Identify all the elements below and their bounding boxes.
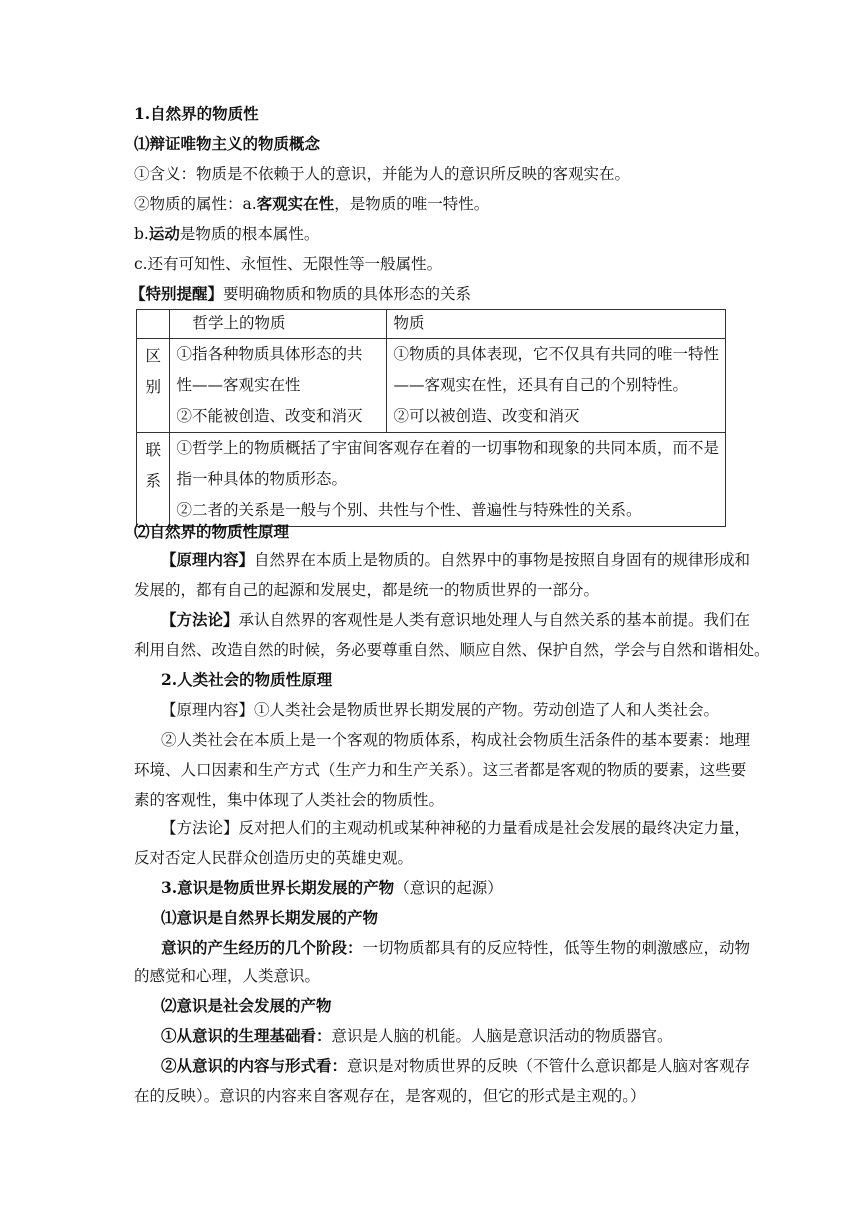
- property-line-b: b.运动是物质的根本属性。: [134, 224, 320, 243]
- property-line-c: c.还有可知性、永恒性、无限性等一般属性。: [134, 255, 443, 273]
- table-corner-cell: [137, 310, 170, 339]
- section-heading-1: 1.自然界的物质性: [134, 104, 259, 123]
- social-methodology-line-2: 反对否定人民群众创造历史的英雄史观。: [134, 849, 414, 867]
- table-cell: ①物质的具体表现，它不仅具有共同的唯一特性 ——客观实在性，还具有自己的个别特性。 ②可以被创造、改变和消灭: [387, 339, 726, 433]
- social-methodology-line-1: 【方法论】反对把人们的主观动机或某种神秘的力量看成是社会发展的最终决定力量，: [161, 819, 751, 837]
- table-row-connection: [137, 433, 726, 527]
- principle-line-1: 【原理内容】自然界在本质上是物质的。自然界中的事物是按照自身固有的规律形成和: [161, 550, 751, 569]
- table-header-cell: 哲学上的物质: [170, 310, 387, 339]
- table-cell: ①哲学上的物质概括了宇宙间客观存在着的一切事物和现象的共同本质，而不是 指一种具体的物质形态。 ②二者的关系是一般与个别、共性与个性、普遍性与特殊性的关系。: [170, 433, 726, 527]
- table-header-cell: 物质: [387, 310, 726, 339]
- definition-line: ①含义：物质是不依赖于人的意识，并能为人的意识所反映的客观实在。: [134, 165, 631, 183]
- consciousness-stages-line-2: 的感觉和心理，人类意识。: [134, 967, 321, 985]
- table-row-difference: [137, 339, 726, 433]
- consciousness-stages-line-1: 意识的产生经历的几个阶段：一切物质都具有的反应特性，低等生物的刺激感应，动物: [161, 938, 751, 957]
- methodology-line-2: 利用自然、改造自然的时候，务必要尊重自然、顺应自然、保护自然，学会与自然和谐相处。: [134, 641, 770, 659]
- physiological-basis-line: ①从意识的生理基础看：意识是人脑的机能。人脑是意识活动的物质器官。: [161, 1026, 673, 1045]
- subheading-3: ⑴意识是自然界长期发展的产物: [161, 908, 379, 927]
- subheading-1: ⑴辩证唯物主义的物质概念: [134, 134, 321, 153]
- row-label-difference: 区 别: [137, 339, 170, 433]
- methodology-line-1: 【方法论】承认自然界的客观性是人类有意识地处理人与自然关系的基本前提。我们在: [161, 610, 751, 629]
- comparison-table: [136, 309, 726, 527]
- property-line-a: ②物质的属性：a.客观实在性，是物质的唯一特性。: [134, 194, 490, 213]
- table-header-row: [137, 310, 726, 339]
- section-heading-2: 2.人类社会的物质性原理: [161, 670, 333, 689]
- content-form-line-2: 在的反映）。意识的内容来自客观存在，是客观的，但它的形式是主观的。）: [134, 1087, 646, 1105]
- social-principle-line-1: 【原理内容】①人类社会是物质世界长期发展的产物。劳动创造了人和人类社会。: [161, 701, 720, 719]
- social-principle-line-2: ②人类社会在本质上是一个客观的物质体系，构成社会物质生活条件的基本要素：地理: [161, 731, 751, 749]
- section-heading-3: 3.意识是物质世界长期发展的产物（意识的起源）: [161, 878, 503, 897]
- social-principle-line-3: 环境、人口因素和生产方式（生产力和生产关系）。这三者都是客观的物质的要素，这些要: [134, 761, 747, 779]
- table-cell: ①指各种物质具体形态的共 性——客观实在性 ②不能被创造、改变和消灭: [170, 339, 387, 433]
- content-form-line-1: ②从意识的内容与形式看：意识是对物质世界的反映（不管什么意识都是人脑对客观存: [161, 1056, 751, 1075]
- row-label-connection: 联 系: [137, 433, 170, 527]
- social-principle-line-4: 素的客观性，集中体现了人类社会的物质性。: [134, 791, 445, 809]
- subheading-2: ⑵自然界的物质性原理: [134, 522, 290, 541]
- principle-line-2: 发展的，都有自己的起源和发展史，都是统一的物质世界的一部分。: [134, 581, 600, 599]
- special-reminder: 【特别提醒】要明确物质和物质的具体形态的关系: [130, 284, 472, 303]
- subheading-4: ⑵意识是社会发展的产物: [161, 996, 332, 1015]
